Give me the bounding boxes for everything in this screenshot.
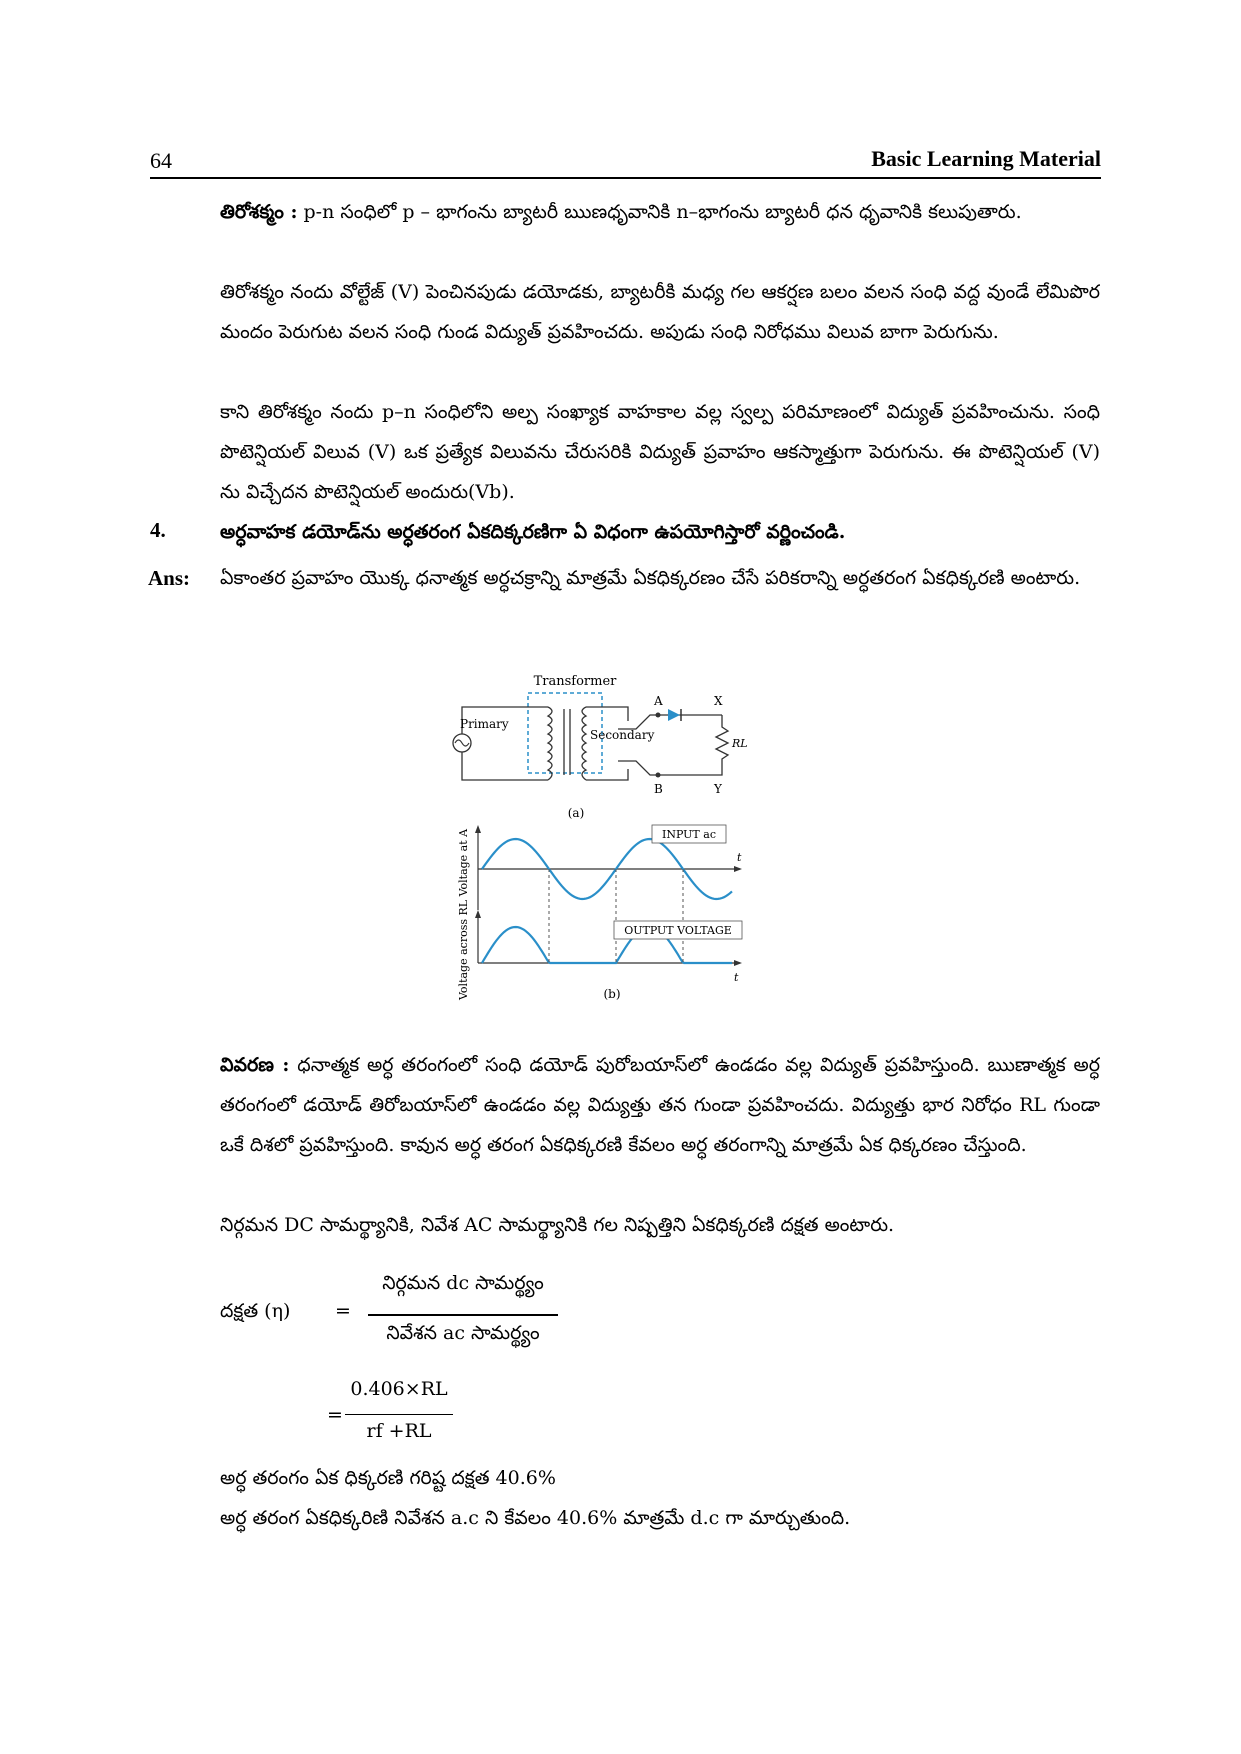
- reverse-bias-heading: తిరోశక్మం :: [220, 201, 298, 223]
- running-header-title: Basic Learning Material: [871, 146, 1101, 171]
- point-y-label: Y: [714, 782, 722, 796]
- rectifier-circuit-diagram: [453, 674, 748, 820]
- reverse-bias-paragraph-3: కాని తిరోశక్మం నందు p–n సంధిలోని అల్ప సంఖ్యాక వాహకాల వల్ల స్వల్ప పరిమాణంలో విద్యుత్ ప్రవహించును. సంధి పొటెన్షియల్ విలువ (V) ఒక ప్రత్యేక విలువను చేరుసరికి విద్యుత్ ప్రవాహం ఆకస్మాత్తుగా పెరుగును. ఈ పొటెన్షియల్ (V) ను విచ్చేదన పొటెన్షియల్ అందురు(Vb).: [220, 401, 1100, 503]
- diode-icon: [668, 709, 680, 721]
- explanation-paragraph: [220, 1045, 1100, 1165]
- question-text: అర్ధవాహక డయోడ్‌ను అర్ధతరంగ ఏకదిక్కరణిగా ఏ విధంగా ఉపయోగిస్తారో వర్ణించండి.: [220, 521, 846, 543]
- reverse-bias-paragraph-1: [220, 192, 1100, 232]
- transformer-label: Transformer: [533, 674, 617, 689]
- formula-numerator-2: 0.406×RL: [350, 1378, 448, 1400]
- reverse-bias-paragraph-2: తిరోశక్మం నందు వోల్టేజ్ (V) పెంచినపుడు డయోడకు, బ్యాటరీకి మధ్య గల ఆకర్షణ బలం వలన సంధి వద్ద వుండే లేమిపొర మందం పెరుగుట వలన సంధి గుండ విద్యుత్ ప్రవహించదు. అపుడు సంధి నిరోధము విలువ బాగా పెరుగును.: [220, 281, 1100, 343]
- load-resistor-label: RL: [732, 737, 748, 750]
- secondary-label: Secondary: [590, 728, 655, 742]
- formula-fraction-bar-2: [345, 1414, 453, 1415]
- page-number: 64: [150, 148, 172, 173]
- primary-coil: [548, 707, 552, 780]
- conversion-line: అర్ధ తరంగ ఏకధిక్కరిణి నివేశన a.c ని కేవలం 40.6% మాత్రమే d.c గా మార్చుతుంది.: [220, 1507, 851, 1529]
- reverse-bias-line1: p-n సంధిలో p – భాగంను బ్యాటరీ ఋణధృవానికి n–భాగంను బ్యాటరీ ధన ధృవానికి కలుపుతారు.: [297, 201, 1022, 223]
- load-resistor: [658, 715, 728, 775]
- point-a-label: A: [654, 694, 663, 708]
- explanation-text: ధనాత్మక అర్ధ తరంగంలో సంధి డయోడ్ పురోబయాస్‌లో ఉండడం వల్ల విద్యుత్ ప్రవహిస్తుంది. ఋణాత్మక అర్ధ తరంగంలో డయోడ్ తిరోబయాస్‌లో ఉండడం వల్ల విద్యుత్తు తన గుండా ప్రవహించదు. విద్యుత్తు భార నిరోధం RL గుండా ఒకే దిశలో ప్రవహిస్తుంది. కావున అర్ధ తరంగ ఏకధిక్కరణి కేవలం అర్ధ తరంగాన్ని మాత్రమే ఏక ధిక్కరణం చేస్తుంది.: [220, 1054, 1101, 1156]
- formula-fraction-bar: [368, 1314, 558, 1316]
- formula-equals-sign-2: =: [327, 1404, 343, 1426]
- header-rule: [150, 177, 1101, 179]
- question-number: 4.: [150, 518, 166, 542]
- formula-numerator: నిర్గమన dc సామర్థ్యం: [382, 1272, 544, 1294]
- output-t-label: t: [734, 971, 739, 984]
- secondary-coil: [582, 707, 586, 780]
- formula-denominator-2: rf +RL: [366, 1420, 432, 1442]
- formula-equals-sign: =: [335, 1300, 351, 1322]
- caption-b: (b): [603, 987, 621, 1001]
- efficiency-lhs: దక్షత (η): [220, 1300, 291, 1322]
- rectifier-waveforms: [457, 825, 742, 1001]
- output-voltage-label: OUTPUT VOLTAGE: [624, 924, 732, 937]
- point-x-label: X: [714, 694, 723, 708]
- efficiency-definition: నిర్గమన DC సామర్థ్యానికి, నివేశ AC సామర్థ్యానికి గల నిష్పత్తిని ఏకధిక్కరణి దక్షత అంటారు.: [220, 1214, 895, 1236]
- half-wave-rectifier-figure: [440, 665, 800, 1030]
- input-ac-label: INPUT ac: [661, 828, 717, 841]
- answer-label: Ans:: [148, 566, 191, 590]
- answer-text: ఏకాంతర ప్రవాహం యొక్క ధనాత్మక అర్ధచక్రాన్ని మాత్రమే ఏకధిక్కరణం చేసే పరికరాన్ని అర్ధతరంగ ఏకధిక్కరణి అంటారు.: [220, 567, 1081, 589]
- point-b-label: B: [654, 782, 663, 796]
- explanation-heading: వివరణ :: [220, 1054, 290, 1076]
- y-axis-label: Voltage across RL Voltage at A: [457, 828, 470, 1000]
- primary-label: Primary: [460, 717, 509, 731]
- caption-a: (a): [567, 806, 585, 820]
- max-efficiency-line: అర్ధ తరంగం ఏక ధిక్కరణి గరిష్ట దక్షత 40.6%: [220, 1467, 556, 1489]
- formula-denominator: నివేశన ac సామర్థ్యం: [386, 1322, 540, 1344]
- input-t-label: t: [737, 851, 742, 864]
